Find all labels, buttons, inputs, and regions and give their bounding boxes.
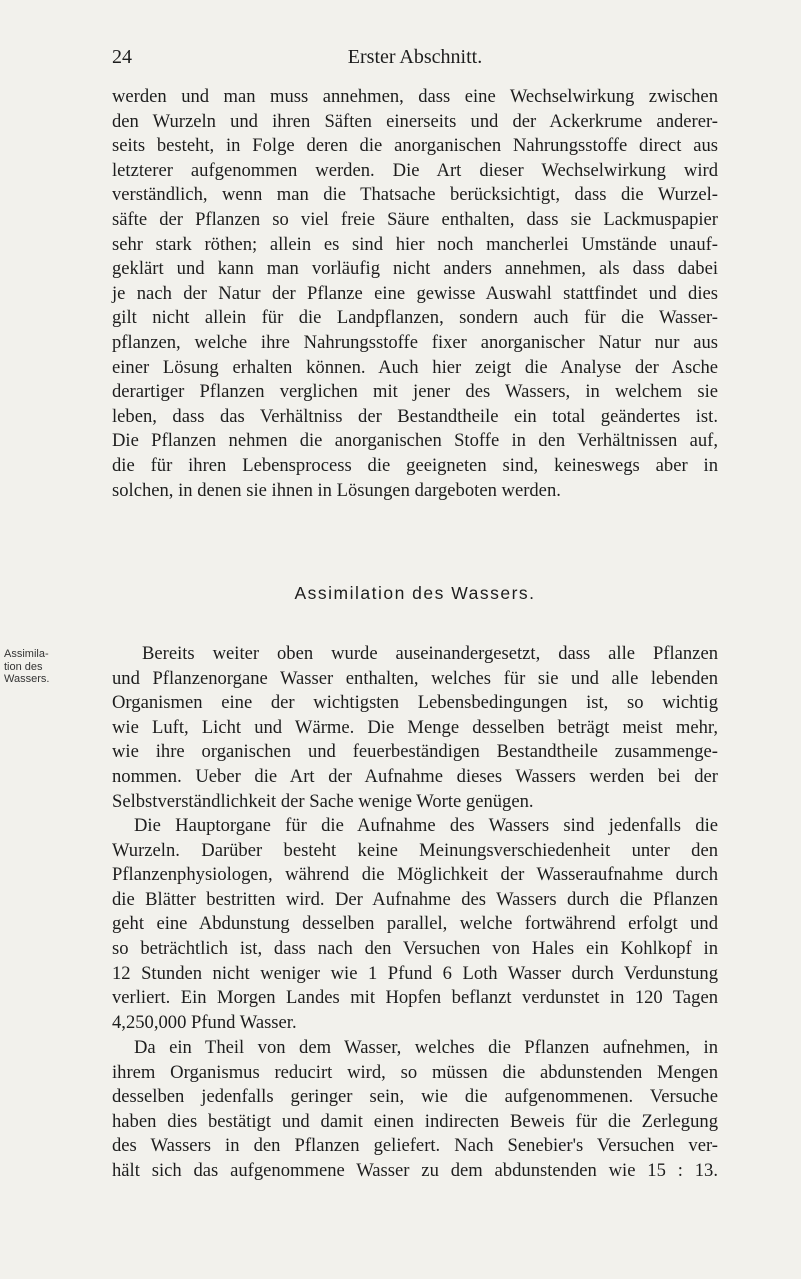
margin-note [4, 648, 49, 686]
paragraph-3 [112, 814, 718, 1035]
margin-note-line: Assimila- [4, 648, 49, 660]
text-line: hält sich das aufgenommene Wasser zu dem abdunstenden wie 15 : 13. [112, 1159, 718, 1181]
text-line: Die Hauptorgane für die Aufnahme des Wassers sind jedenfalls die [134, 815, 718, 836]
text-line: verliert. Ein Morgen Landes mit Hopfen beflanzt verdunstet in 120 Tagen [112, 987, 718, 1009]
text-line: desselben jedenfalls geringer sein, wie die aufgenommenen. Versuche [112, 1086, 718, 1108]
text-line: sehr stark röthen; allein es sind hier noch mancherlei Umstände unauf- [112, 233, 718, 255]
text-line: des Wassers in den Pflanzen geliefert. Nach Senebier's Versuchen ver- [112, 1135, 718, 1157]
text-line: je nach der Natur der Pflanze eine gewisse Auswahl stattfindet und dies [112, 282, 718, 304]
text-line: die für ihren Lebensprocess die geeigneten sind, keineswegs aber in [112, 454, 718, 476]
text-line: nommen. Ueber die Art der Aufnahme dieses Wassers werden bei der [112, 765, 718, 787]
text-line: Wurzeln. Darüber besteht keine Meinungsverschiedenheit unter den [112, 839, 718, 861]
text-line: seits besteht, in Folge deren die anorganischen Nahrungsstoffe direct aus [112, 135, 718, 157]
text-line: Organismen eine der wichtigsten Lebensbedingungen ist, so wichtig [112, 692, 718, 714]
text-line: Bereits weiter oben wurde auseinandergesetzt, dass alle Pflanzen [142, 643, 718, 664]
margin-note-line: Wassers. [4, 673, 50, 685]
text-line: letzterer aufgenommen werden. Die Art dieser Wechselwirkung wird [112, 159, 718, 181]
text-line: wie Luft, Licht und Wärme. Die Menge desselben beträgt meist mehr, [112, 716, 718, 738]
text-line: 4,250,000 Pfund Wasser. [112, 1011, 297, 1033]
text-line: so beträchtlich ist, dass nach den Versuchen von Hales ein Kohlkopf in [112, 937, 718, 959]
text-line: werden und man muss annehmen, dass eine Wechselwirkung zwischen [112, 86, 718, 107]
text-line: säfte der Pflanzen so viel freie Säure enthalten, dass sie Lackmuspapier [112, 208, 718, 230]
paragraph-1 [112, 85, 718, 503]
text-line: und Pflanzenorgane Wasser enthalten, welches für sie und alle lebenden [112, 667, 718, 689]
text-line: leben, dass das Verhältniss der Bestandtheile ein total geändertes ist. [112, 405, 718, 427]
text-line: ihrem Organismus reducirt wird, so müssen die abdunstenden Mengen [112, 1061, 718, 1083]
running-head: Erster Abschnitt. [347, 46, 483, 68]
text-line: haben dies bestätigt und damit einen indirecten Beweis für die Zerlegung [112, 1110, 718, 1132]
paragraph-2 [112, 642, 718, 814]
text-line: verständlich, wenn man die Thatsache berücksichtigt, dass die Wurzel- [112, 184, 718, 206]
text-line: einer Lösung erhalten können. Auch hier zeigt die Analyse der Asche [112, 356, 718, 378]
text-line: solchen, in denen sie ihnen in Lösungen dargeboten werden. [112, 479, 561, 501]
text-line: Die Pflanzen nehmen die anorganischen Stoffe in den Verhältnissen auf, [112, 430, 718, 452]
page-header [112, 46, 718, 76]
text-line: die Blätter bestritten wird. Der Aufnahme des Wassers durch die Pflanzen [112, 888, 718, 910]
page-number: 24 [112, 46, 132, 68]
text-line: geklärt und kann man vorläufig nicht anders annehmen, als dass dabei [112, 258, 718, 280]
text-line: Pflanzenphysiologen, während die Möglichkeit der Wasseraufnahme durch [112, 864, 718, 886]
paragraph-4 [112, 1036, 718, 1184]
text-line: 12 Stunden nicht weniger wie 1 Pfund 6 Loth Wasser durch Verdunstung [112, 962, 718, 984]
text-line: wie ihre organischen und feuerbeständigen Bestandtheile zusammenge- [112, 741, 718, 763]
text-line: den Wurzeln und ihren Säften einerseits und der Ackerkrume anderer- [112, 110, 718, 132]
text-line: Selbstverständlichkeit der Sache wenige Worte genügen. [112, 790, 534, 812]
text-line: gilt nicht allein für die Landpflanzen, sondern auch für die Wasser- [112, 307, 718, 329]
margin-note-line: tion des [4, 660, 43, 673]
text-line: derartiger Pflanzen verglichen mit jener des Wassers, in welchem sie [112, 381, 718, 403]
section-title: Assimilation des Wassers. [294, 583, 536, 603]
text-line: pflanzen, welche ihre Nahrungsstoffe fixer anorganischer Natur nur aus [112, 331, 718, 353]
text-line: Da ein Theil von dem Wasser, welches die Pflanzen aufnehmen, in [134, 1037, 718, 1058]
text-line: geht eine Abdunstung desselben parallel, welche fortwährend erfolgt und [112, 913, 718, 935]
